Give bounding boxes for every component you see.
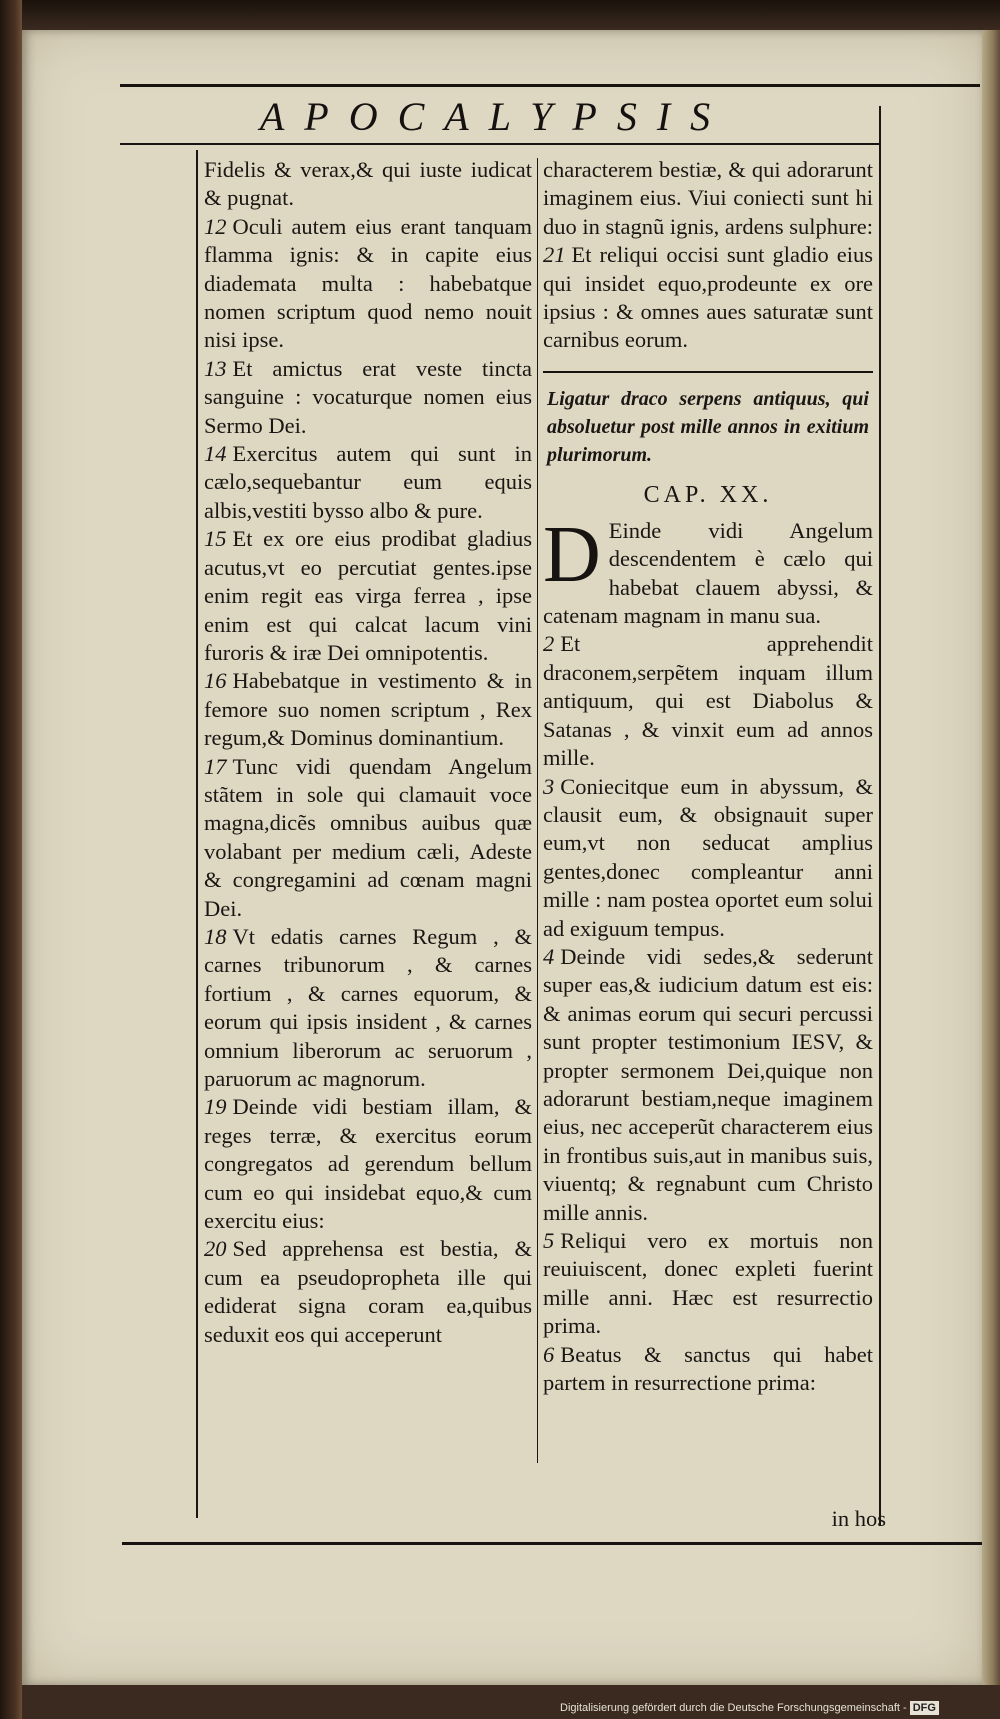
verse-text: Vt edatis carnes Regum , & carnes tribunorum , & carnes fortium , & carnes equorum, & eorum qui ipsis insident , & carnes omnium liberorum ac seruorum , paruorum ac magnorum. xyxy=(204,923,532,1091)
verse-text: Deinde vidi bestiam illam, & reges terræ, & exercitus eorum congregatos ad gerendum bellum cum eo qui insidebat equo,& cum exercitu eius: xyxy=(204,1094,532,1234)
verse-number: 14 xyxy=(204,441,227,467)
chapter-heading: CAP. XX. xyxy=(643,481,773,508)
verse-text: Habebatque in vestimento & in femore suo nomen scriptum , Rex regum,& Dominus dominantium. xyxy=(204,668,532,751)
verse xyxy=(543,156,873,241)
verse xyxy=(204,156,532,213)
verse-text: Sed apprehensa est bestia, & cum ea pseudopropheta ille qui ediderat signa coram ea,quibus seduxit eos qui acceperunt xyxy=(204,1236,532,1347)
top-rule xyxy=(120,84,980,87)
verse-text: Et reliqui occisi sunt gladio eius qui insidet equo,prodeunte ex ore ipsius : & omnes aues saturatæ sunt carnibus eorum. xyxy=(543,242,873,353)
book-spine xyxy=(0,0,22,1719)
verse-number: 18 xyxy=(204,923,227,949)
verse-number: 5 xyxy=(543,1228,555,1253)
verse xyxy=(543,943,873,1227)
verse-number: 20 xyxy=(204,1236,227,1262)
head-rule xyxy=(120,143,880,145)
verse-text: Et amictus erat veste tincta sanguine : vocaturque nomen eius Sermo Dei. xyxy=(204,355,532,438)
page-edge xyxy=(982,30,1000,1685)
verse xyxy=(204,1235,532,1349)
verse-number: 6 xyxy=(543,1341,555,1367)
verse-text: Reliqui vero ex mortuis non reuiuiscent, donec expleti fuerint mille anni. Hæc est resurrectio prima. xyxy=(543,1228,873,1339)
left-frame-line xyxy=(196,150,198,1518)
verse xyxy=(543,510,873,631)
verse xyxy=(543,1227,873,1341)
verse-text: Deinde vidi sedes,& sederunt super eas,& iudicium datum est eis: & animas eorum qui securi percussi sunt propter testimonium IESV, & propter sermonem Dei,quique non adorarunt bestiam,neque imaginem eius, nec acceperũt characterem eius in frontibus suis,aut in manibus suis, viuentq; & regnabunt cum Christo mille annis. xyxy=(543,943,873,1225)
verse-text: Exercitus autem qui sunt in cælo,sequebantur eum equis albis,vestiti bysso albo & pure. xyxy=(204,441,532,523)
verse xyxy=(204,753,532,923)
verse-number: 2 xyxy=(543,631,555,657)
verse-text: Einde vidi Angelum descendentem è cælo qui habebat clauem abyssi, & catenam magnam in manu sua. xyxy=(543,517,873,629)
verse xyxy=(543,1341,873,1398)
verse xyxy=(204,440,532,525)
chapter-summary: Ligatur draco serpens antiquus, qui absoluetur post mille annos in exitium plurimorum. xyxy=(547,387,869,466)
catchword: in hos xyxy=(831,1506,886,1531)
verse xyxy=(543,630,873,772)
verse-number: 3 xyxy=(543,773,555,799)
verse-number: 4 xyxy=(543,943,555,969)
verse-text: Coniecitque eum in abyssum, & clausit eum, & obsignauit super eum,vt non seducat amplius gentes,donec compleantur anni mille : nam postea oportet eum solui ad exiguum tempus. xyxy=(543,773,873,941)
verse-number: 15 xyxy=(204,526,227,552)
verse-number: 16 xyxy=(204,668,227,694)
verse-text: Tunc vidi quendam Angelum stãtem in sole qui clamauit voce magna,dicẽs omnibus auibus quæ volabant per medium cæli, Adeste & congregamini ad cœnam magni Dei. xyxy=(204,753,532,921)
verse-text: Beatus & sanctus qui habet partem in resurrectione prima: xyxy=(543,1341,873,1396)
left-column xyxy=(204,156,532,1349)
drop-cap: D xyxy=(543,510,601,599)
verse xyxy=(543,773,873,943)
verse-number: 13 xyxy=(204,355,227,381)
verse xyxy=(204,667,532,752)
dfg-logo: DFG xyxy=(910,1701,939,1715)
verse-text: Et apprehendit draconem,serpẽtem inquam illum antiquum, qui est Diabolus & Satanas , & vinxit eum ad annos mille. xyxy=(543,631,873,771)
right-frame-line xyxy=(879,106,881,1526)
verse-number: 17 xyxy=(204,753,227,779)
verse xyxy=(543,241,873,355)
digitization-credit xyxy=(560,1698,1000,1719)
column-divider xyxy=(537,158,538,1463)
section-rule xyxy=(543,371,873,373)
footer-text: Digitalisierung gefördert durch die Deutsche Forschungsgemeinschaft - xyxy=(560,1702,907,1714)
verse xyxy=(204,355,532,440)
scan-background-top xyxy=(0,0,1000,30)
right-column xyxy=(543,156,873,1397)
bottom-rule xyxy=(122,1542,982,1545)
verse xyxy=(204,923,532,1093)
running-head: APOCALYPSIS xyxy=(259,94,731,139)
verse xyxy=(204,213,532,355)
verse xyxy=(204,525,532,667)
verse-text: Fidelis & verax,& qui iuste iudicat & pugnat. xyxy=(204,157,532,211)
verse xyxy=(204,1093,532,1235)
verse-text: Et ex ore eius prodibat gladius acutus,vt eo percutiat gentes.ipse enim regit eas virga ferrea , ipse enim est qui calcat lacum vini furoris & iræ Dei omnipotentis. xyxy=(204,526,532,665)
verse-number: 12 xyxy=(204,213,227,239)
verse-text: Oculi autem eius erant tanquam flamma ignis: & in capite eius diademata multa : habebatque nomen scriptum quod nemo nouit nisi ipse. xyxy=(204,213,532,353)
verse-number: 21 xyxy=(543,242,566,268)
verse-text: characterem bestiæ, & qui adorarunt imaginem eius. Viui coniecti sunt hi duo in stagnũ ignis, ardens sulphure: xyxy=(543,157,873,239)
verse-number: 19 xyxy=(204,1094,227,1120)
